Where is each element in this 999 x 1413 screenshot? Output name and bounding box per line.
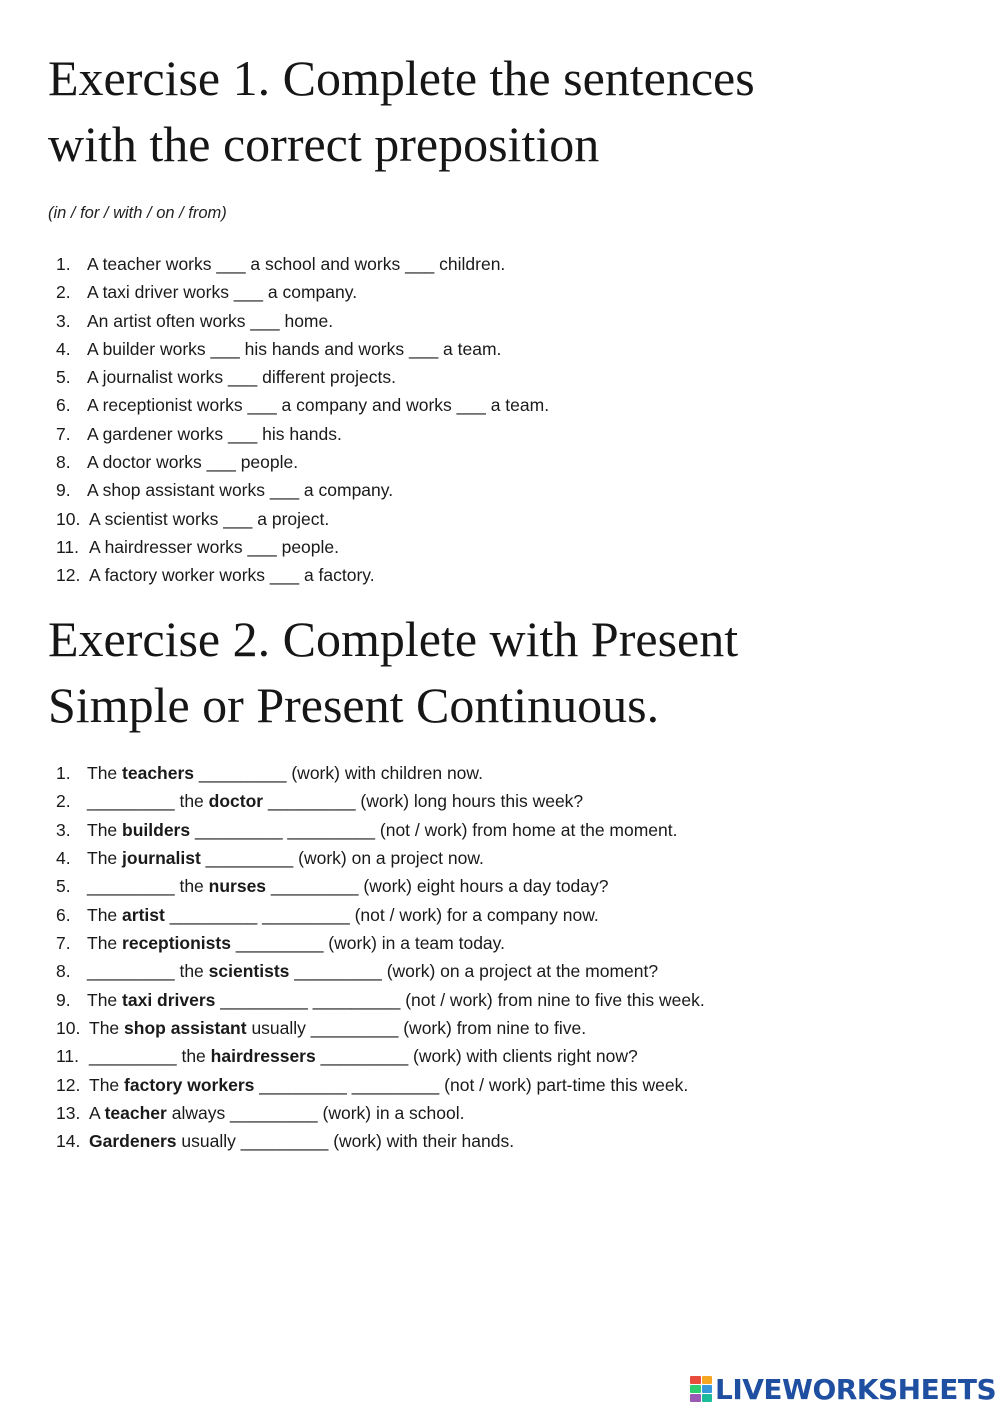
item-sentence [87, 930, 505, 956]
item-sentence [89, 1128, 514, 1154]
item-number: 1. [56, 763, 71, 783]
item-number: 3. [56, 310, 71, 331]
subject-word: factory workers [124, 1074, 255, 1095]
sentence-start: The [87, 848, 123, 869]
item-number: 8. [56, 961, 71, 982]
sentence-end: _________ _________ (not / work) for a company now. [164, 904, 599, 925]
sentence-start: A [89, 1103, 105, 1124]
subject-word: taxi drivers [122, 989, 216, 1010]
item-number: 7. [56, 933, 71, 954]
subject-word: builders [122, 819, 191, 840]
exercise-2-title [48, 606, 948, 738]
item-sentence: A receptionist works ___ a company and works ___ a team. [87, 395, 550, 416]
sentence-start: The [87, 763, 123, 783]
subject-word: teachers [122, 763, 195, 783]
sentence-start: The [89, 1074, 125, 1095]
exercise-1-title-line-1: Exercise 1. Complete the sentences [48, 50, 755, 106]
item-sentence [89, 1043, 638, 1069]
item-number: 3. [56, 819, 71, 840]
subject-word: doctor [208, 791, 264, 812]
logo-square [702, 1385, 713, 1393]
liveworksheets-logo-icon [690, 1376, 712, 1402]
item-number: 12. [56, 1074, 81, 1095]
logo-square [702, 1376, 713, 1384]
sentence-end: usually _________ (work) with their hands. [176, 1131, 515, 1152]
item-number: 12. [56, 565, 81, 586]
item-number: 9. [56, 989, 71, 1010]
item-sentence: A doctor works ___ people. [87, 452, 299, 473]
subject-word: teacher [104, 1103, 167, 1124]
item-sentence: A scientist works ___ a project. [89, 508, 330, 529]
sentence-end: _________ (work) on a project at the moment? [289, 961, 659, 982]
item-number: 6. [56, 395, 71, 416]
subject-word: shop assistant [124, 1018, 247, 1039]
item-sentence [87, 902, 599, 928]
sentence-end: _________ (work) long hours this week? [263, 791, 584, 812]
sentence-start: The [87, 989, 123, 1010]
item-number: 11. [56, 1046, 80, 1067]
item-sentence: A taxi driver works ___ a company. [87, 282, 358, 303]
item-number: 13. [56, 1103, 81, 1124]
item-sentence [89, 1100, 465, 1126]
subject-word: journalist [122, 848, 201, 869]
item-number: 7. [56, 423, 71, 444]
item-number: 6. [56, 904, 71, 925]
liveworksheets-logo [690, 1372, 996, 1406]
logo-square [690, 1376, 701, 1384]
sentence-end: _________ _________ (not / work) from home at the moment. [190, 819, 678, 840]
subject-word: hairdressers [210, 1046, 316, 1067]
sentence-end: always _________ (work) in a school. [166, 1103, 465, 1124]
subject-word: receptionists [122, 933, 231, 954]
sentence-start: The [87, 904, 123, 925]
sentence-start: _________ the [87, 961, 209, 982]
item-sentence: An artist often works ___ home. [87, 310, 334, 331]
subject-word: nurses [208, 876, 267, 897]
item-number: 4. [56, 848, 71, 869]
sentence-start: The [87, 933, 123, 954]
sentence-end: _________ (work) in a team today. [230, 933, 505, 954]
exercise-1-title [48, 45, 948, 177]
item-sentence: A teacher works ___ a school and works ___ children. [87, 254, 506, 274]
item-sentence [87, 987, 705, 1013]
sentence-start: _________ the [87, 791, 209, 812]
sentence-end: _________ (work) eight hours a day today? [266, 876, 609, 897]
sentence-start: The [89, 1018, 125, 1039]
subject-word: artist [122, 904, 165, 925]
item-sentence [87, 817, 678, 843]
exercise-1-title-line-2: with the correct preposition [48, 116, 600, 172]
item-number: 5. [56, 876, 71, 897]
item-number: 2. [56, 282, 71, 303]
sentence-end: usually _________ (work) from nine to five. [246, 1018, 587, 1039]
sentence-end: _________ (work) with clients right now? [315, 1046, 638, 1067]
sentence-start: The [87, 819, 123, 840]
item-sentence: A factory worker works ___ a factory. [89, 565, 375, 586]
item-sentence [89, 1015, 586, 1041]
sentence-end: _________ (work) on a project now. [200, 848, 484, 869]
item-number: 4. [56, 338, 71, 359]
subject-word: Gardeners [89, 1131, 177, 1152]
logo-square [690, 1385, 701, 1393]
item-sentence: A shop assistant works ___ a company. [87, 480, 394, 501]
item-number: 11. [56, 536, 80, 557]
logo-square [690, 1394, 701, 1402]
item-number: 8. [56, 452, 71, 473]
sentence-end: _________ _________ (not / work) part-time this week. [254, 1074, 689, 1095]
item-sentence: A builder works ___ his hands and works ___ a team. [87, 338, 502, 359]
item-number: 2. [56, 791, 71, 812]
sentence-end: _________ (work) with children now. [194, 763, 483, 783]
item-number: 9. [56, 480, 71, 501]
item-number: 5. [56, 367, 71, 388]
subject-word: scientists [208, 961, 290, 982]
exercise-2-title-line-1: Exercise 2. Complete with Present [48, 611, 739, 667]
logo-square [702, 1394, 713, 1402]
item-sentence [87, 958, 658, 984]
preposition-options: (in / for / with / on / from) [48, 204, 227, 222]
item-sentence [87, 873, 609, 899]
item-number: 10. [56, 1018, 81, 1039]
sentence-start: _________ the [89, 1046, 211, 1067]
item-sentence: A gardener works ___ his hands. [87, 423, 342, 444]
item-number: 10. [56, 508, 81, 529]
item-sentence: A hairdresser works ___ people. [89, 536, 339, 557]
sentence-start: _________ the [87, 876, 209, 897]
item-number: 1. [56, 254, 71, 274]
sentence-end: _________ _________ (not / work) from nine to five this week. [215, 989, 705, 1010]
item-sentence [87, 845, 484, 871]
item-sentence [89, 1072, 688, 1098]
item-sentence [87, 788, 583, 814]
item-sentence [87, 760, 483, 786]
item-sentence: A journalist works ___ different projects. [87, 367, 397, 388]
exercise-2-title-line-2: Simple or Present Continuous. [48, 677, 660, 733]
logo-text: LIVEWORKSHEETS [715, 1372, 997, 1406]
item-number: 14. [56, 1131, 81, 1152]
